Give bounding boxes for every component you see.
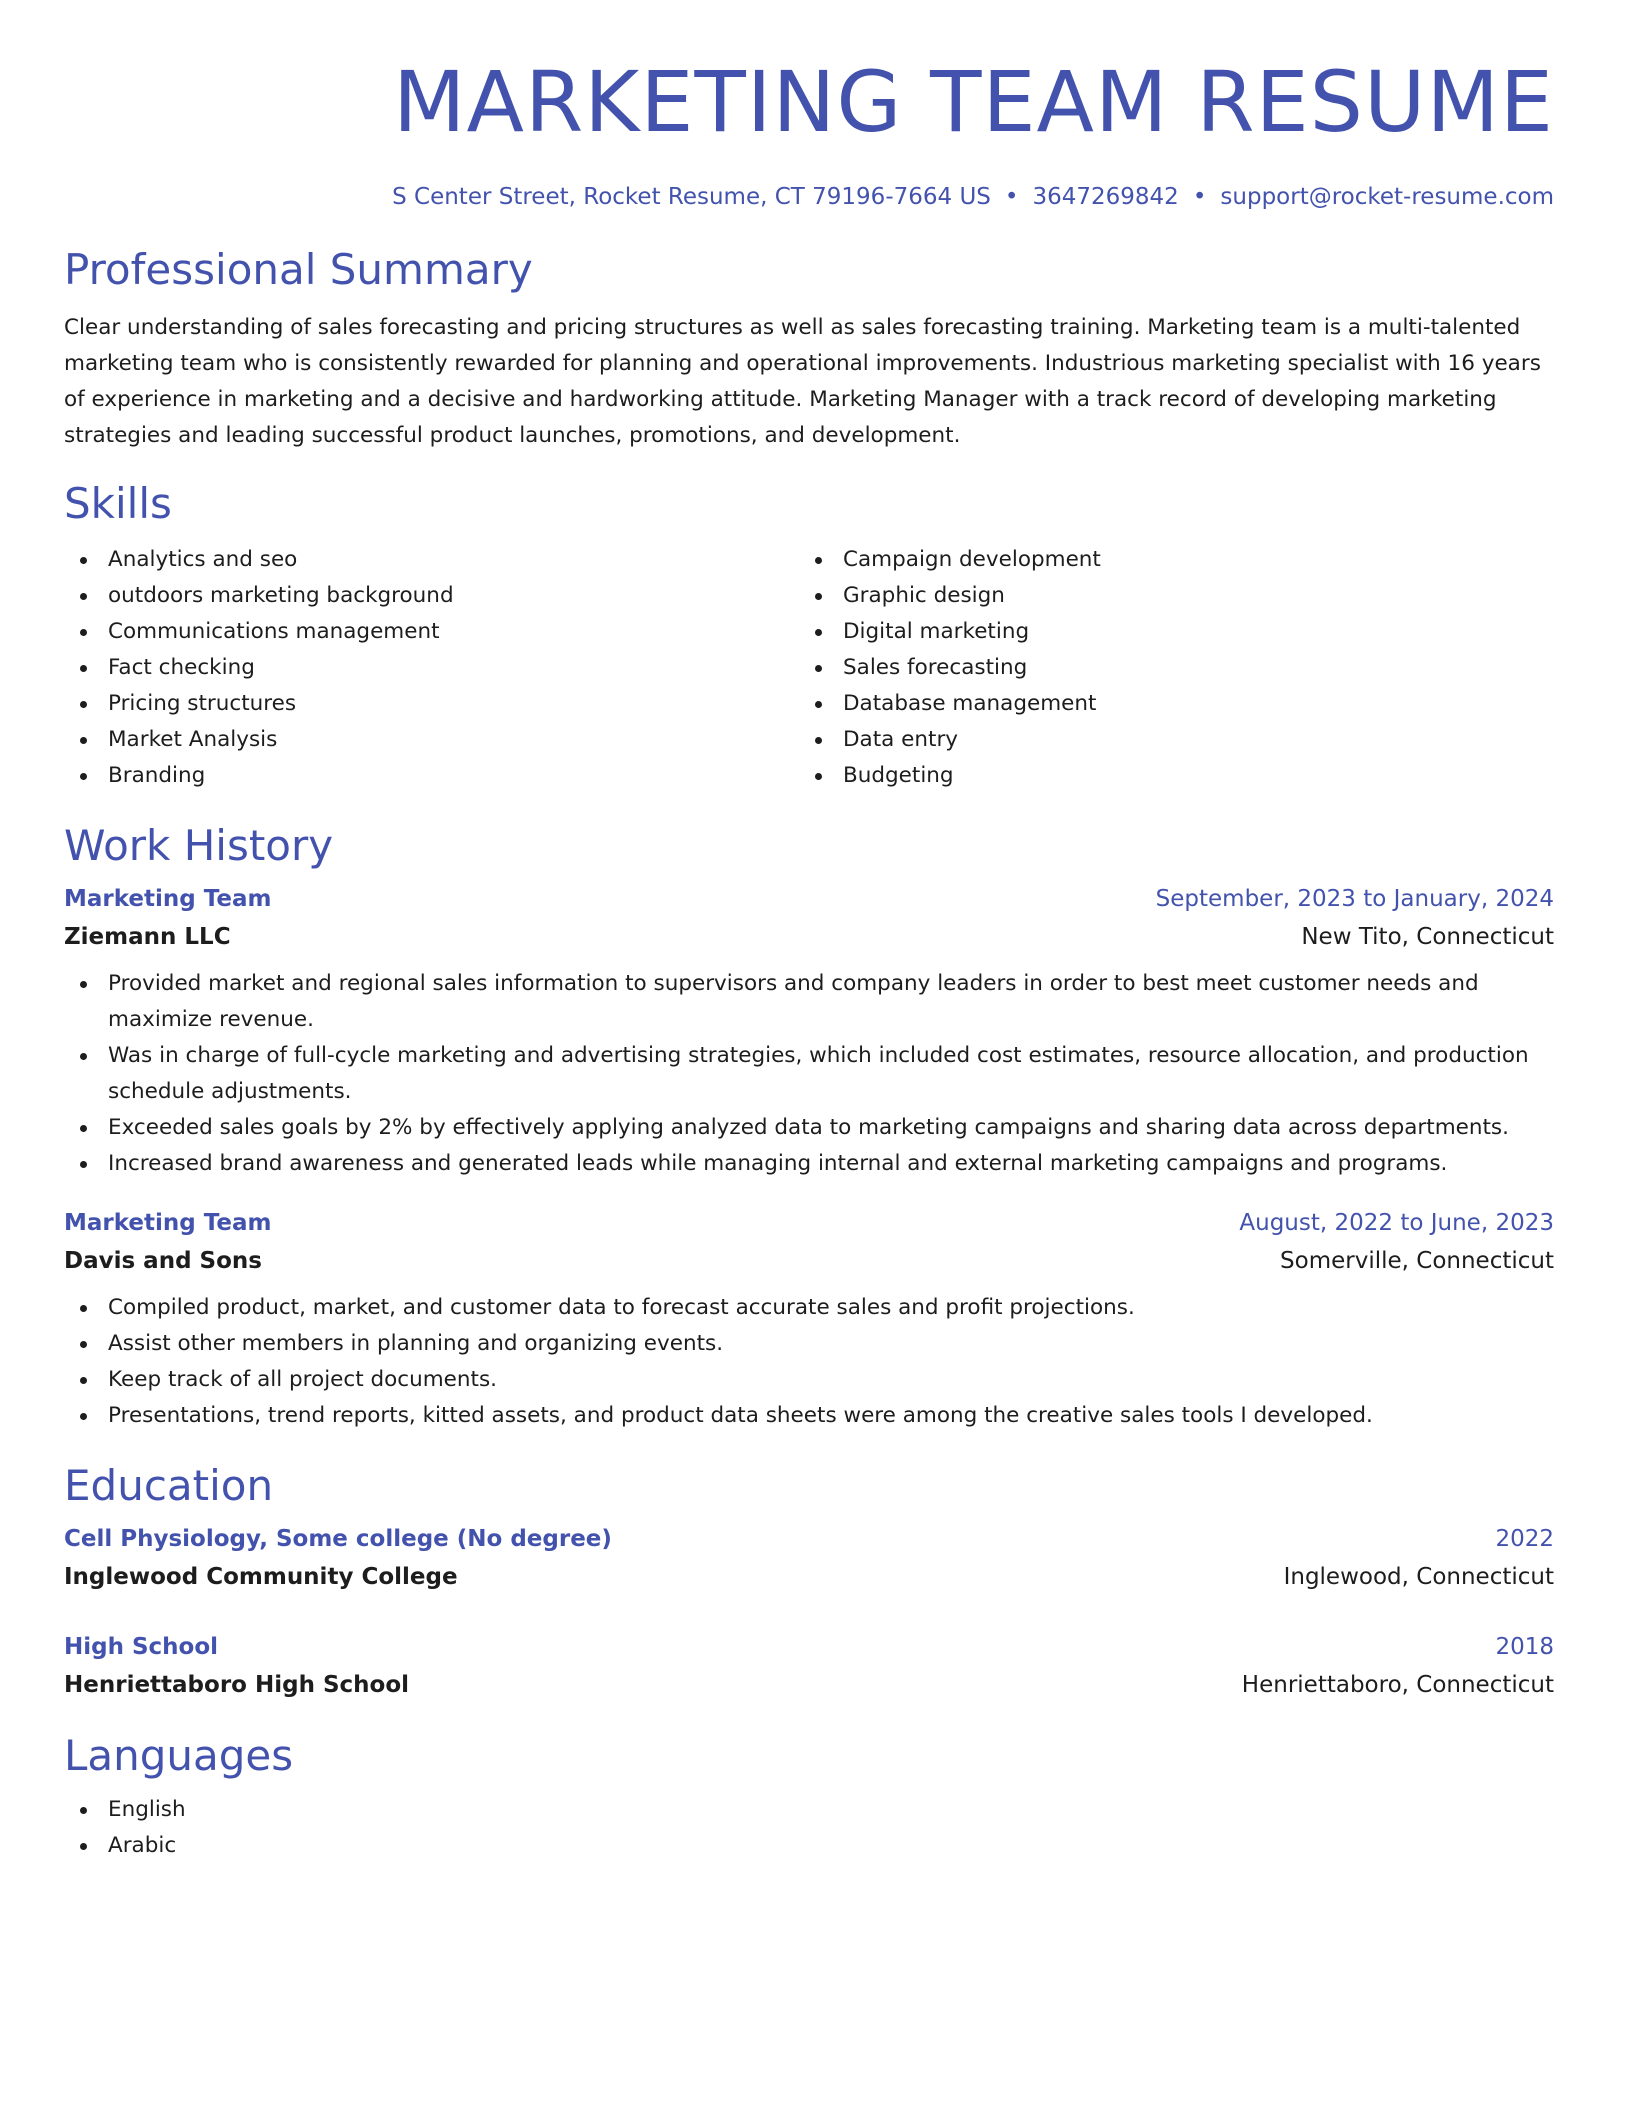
job-bullet: Compiled product, market, and customer data to forecast accurate sales and profit projections. [64,1290,1554,1326]
bullet-icon [815,557,822,564]
skill-item: Sales forecasting [799,650,1534,686]
bullet-icon [815,773,822,780]
bullet-icon [80,1053,87,1060]
job-bullet: Presentations, trend reports, kitted assets, and product data sheets were among the creative sales tools I developed. [64,1398,1554,1434]
job-bullet: Provided market and regional sales information to supervisors and company leaders in order to best meet customer needs and maximize revenue. [64,966,1554,1038]
language-item: Arabic [64,1828,1554,1864]
education-location: Henriettaboro, Connecticut [1241,1672,1554,1698]
bullet-icon [80,1843,87,1850]
language-item: English [64,1792,1554,1828]
skill-item: Fact checking [64,650,799,686]
bullet-icon [80,1161,87,1168]
separator-dot: • [1192,184,1207,210]
skill-item: Database management [799,686,1534,722]
bullet-icon [80,701,87,708]
job-role: Marketing Team [64,1210,272,1236]
bullet-icon [80,773,87,780]
separator-dot: • [1004,184,1019,210]
bullet-icon [80,557,87,564]
job-bullet: Assist other members in planning and organizing events. [64,1326,1554,1362]
section-title-languages: Languages [64,1731,294,1780]
bullet-icon [815,629,822,636]
education-entry [64,1628,1554,1704]
job-bullet: Increased brand awareness and generated leads while managing internal and external marketing campaigns and programs. [64,1146,1554,1182]
resume-title: MARKETING TEAM RESUME [393,53,1554,151]
education-year: 2018 [1495,1634,1554,1660]
summary-text: Clear understanding of sales forecasting and pricing structures as well as sales forecasting training. Marketing team is a multi-talented marketing team who is consistently rewarded for planning and operational improvements. Industrious marketing specialist with 16 years of experience in marketing and a decisive and hardworking attitude. Marketing Manager with a track record of developing marketing strategies and leading successful product launches, promotions, and development. [64,315,1541,448]
skill-item: Analytics and seo [64,542,799,578]
contact-line [64,180,1554,214]
bullet-icon [80,1341,87,1348]
job-dates: August, 2022 to June, 2023 [1239,1210,1554,1236]
education-location: Inglewood, Connecticut [1283,1564,1554,1590]
phone: 3647269842 [1032,184,1179,210]
bullet-icon [80,665,87,672]
job-role: Marketing Team [64,886,272,912]
skill-item: Pricing structures [64,686,799,722]
job-location: New Tito, Connecticut [1301,924,1554,950]
job-bullet: Was in charge of full-cycle marketing and advertising strategies, which included cost estimates, resource allocation, and production schedule adjustments. [64,1038,1554,1110]
job-entry [64,880,1554,1182]
bullet-icon [815,593,822,600]
job-bullet: Exceeded sales goals by 2% by effectively applying analyzed data to marketing campaigns and sharing data across departments. [64,1110,1554,1146]
skills-column-right [799,542,1534,794]
bullet-icon [80,1305,87,1312]
bullet-icon [80,737,87,744]
bullet-icon [815,737,822,744]
skill-item: Data entry [799,722,1534,758]
section-title-skills: Skills [64,479,172,528]
education-school: Inglewood Community College [64,1564,458,1590]
job-bullet: Keep track of all project documents. [64,1362,1554,1398]
skill-item: Budgeting [799,758,1534,794]
bullet-icon [80,629,87,636]
bullet-icon [80,1125,87,1132]
education-degree: Cell Physiology, Some college (No degree) [64,1526,612,1552]
bullet-icon [80,981,87,988]
job-company: Ziemann LLC [64,924,231,950]
education-school: Henriettaboro High School [64,1672,410,1698]
section-title-summary: Professional Summary [64,245,533,294]
skill-item: Branding [64,758,799,794]
skills-grid [64,542,1554,794]
email-link[interactable]: support@rocket-resume.com [1220,184,1554,210]
skill-item: outdoors marketing background [64,578,799,614]
bullet-icon [80,1377,87,1384]
bullet-icon [815,701,822,708]
section-title-education: Education [64,1461,274,1510]
bullet-icon [80,1807,87,1814]
education-entry [64,1520,1554,1596]
education-degree: High School [64,1634,219,1660]
bullet-icon [815,665,822,672]
job-dates: September, 2023 to January, 2024 [1155,886,1554,912]
job-location: Somerville, Connecticut [1280,1248,1554,1274]
resume-page [64,0,1554,1864]
job-company: Davis and Sons [64,1248,262,1274]
skill-item: Market Analysis [64,722,799,758]
skill-item: Campaign development [799,542,1534,578]
skills-column-left [64,542,799,794]
skill-item: Digital marketing [799,614,1534,650]
skill-item: Graphic design [799,578,1534,614]
address: S Center Street, Rocket Resume, CT 79196-7664 US [392,184,991,210]
languages-list [64,1792,1554,1864]
education-year: 2022 [1495,1526,1554,1552]
job-entry [64,1204,1554,1434]
skill-item: Communications management [64,614,799,650]
section-title-work: Work History [64,821,334,870]
bullet-icon [80,593,87,600]
bullet-icon [80,1413,87,1420]
